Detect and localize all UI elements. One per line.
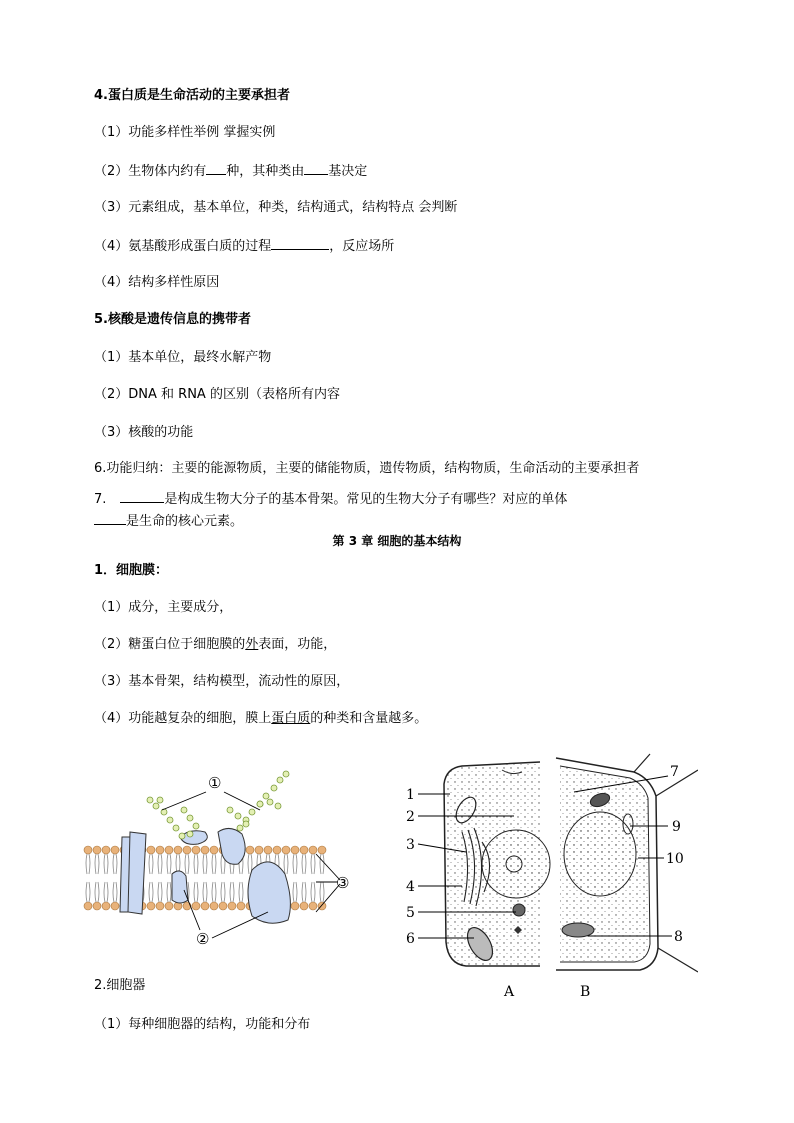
text-part: 是构成生物大分子的基本骨架。常见的生物大分子有哪些？对应的单体 [164, 492, 568, 507]
lipid-head [165, 846, 173, 854]
section4-item-5: （4）结构多样性原因 [94, 275, 220, 290]
section5-item-3: （3）核酸的功能 [94, 425, 194, 440]
sugar-unit [249, 809, 255, 815]
section5-heading: 5.核酸是遗传信息的携带者 [94, 312, 251, 327]
lipid-tail [212, 854, 213, 874]
sugar-unit [243, 821, 249, 827]
lipid-tail [239, 882, 240, 902]
sugar-unit [167, 817, 173, 823]
text-part: （4）氨基酸形成蛋白质的过程 [94, 239, 272, 254]
underlined-word: 外 [245, 637, 259, 652]
lipid-head [174, 846, 182, 854]
text-part: 的种类和含量越多。 [310, 711, 428, 726]
lipid-tail [287, 854, 288, 874]
lipid-tail [230, 882, 231, 902]
lipid-head [192, 846, 200, 854]
cell-label-7: 7 [670, 764, 679, 780]
lipid-tail [98, 854, 99, 874]
text-part: （2）糖蛋白位于细胞膜的 [94, 637, 246, 652]
lipid-head [309, 846, 317, 854]
lipid-tail [302, 882, 303, 902]
lipid-tail [167, 854, 168, 874]
lipid-tail [158, 854, 159, 874]
nucleus-b [564, 812, 636, 896]
lipid-head [300, 902, 308, 910]
section4-item-3: （3）元素组成，基本单位，种类，结构通式，结构特点 会判断 [94, 200, 458, 215]
sugar-unit [263, 793, 269, 799]
lipid-head [318, 846, 326, 854]
lipid-head [93, 846, 101, 854]
sugar-unit [283, 771, 289, 777]
section4-item-2 [94, 162, 367, 180]
lipid-tail [194, 882, 195, 902]
lipid-tail [314, 882, 315, 902]
lipid-head [84, 902, 92, 910]
lipid-head [210, 846, 218, 854]
lipid-tail [95, 854, 96, 874]
lipid-head [156, 846, 164, 854]
lipid-tail [320, 882, 321, 902]
lipid-tail [215, 882, 216, 902]
lipid-head [111, 902, 119, 910]
lipid-tail [215, 854, 216, 874]
sugar-unit [181, 807, 187, 813]
text-part: （2）生物体内约有 [94, 164, 207, 179]
lipid-tail [89, 854, 90, 874]
lipid-tail [320, 854, 321, 874]
lipid-tail [197, 854, 198, 874]
lipid-tail [167, 882, 168, 902]
lipid-tail [116, 882, 117, 902]
lipid-tail [152, 882, 153, 902]
sugar-unit [277, 777, 283, 783]
sugar-unit [227, 807, 233, 813]
surface-protein [218, 828, 245, 864]
chloroplast [562, 923, 594, 937]
lipid-tail [194, 854, 195, 874]
lipid-tail [107, 854, 108, 874]
membrane-item-3: （3）基本骨架，结构模型，流动性的原因， [94, 674, 350, 689]
lipid-tail [161, 882, 162, 902]
lipid-head [192, 902, 200, 910]
organelles-item-1: （1）每种细胞器的结构，功能和分布 [94, 1017, 311, 1032]
lipid-tail [104, 854, 105, 874]
lipid-head [201, 846, 209, 854]
lipid-tail [305, 854, 306, 874]
cell-label-9: 9 [672, 819, 681, 835]
lipid-tail [170, 882, 171, 902]
lipid-head [246, 846, 254, 854]
lipid-head [309, 902, 317, 910]
lipid-tail [89, 882, 90, 902]
sugar-unit [187, 815, 193, 821]
cell-label-2: 2 [406, 809, 415, 825]
sugar-unit [173, 825, 179, 831]
cell-label-8: 8 [674, 929, 683, 945]
integral-protein [248, 862, 290, 923]
blank [206, 162, 226, 175]
caption-a: A [504, 984, 515, 1000]
lipid-head [147, 902, 155, 910]
lipid-tail [206, 882, 207, 902]
lipid-head [291, 902, 299, 910]
item-number: 7. [94, 492, 107, 507]
blank [304, 162, 328, 175]
lipid-head [201, 902, 209, 910]
sugar-unit [235, 813, 241, 819]
lipid-head [156, 902, 164, 910]
cell-label-6: 6 [406, 931, 415, 947]
blank [271, 237, 329, 250]
cell-label-10: 10 [666, 851, 684, 867]
lipid-tail [311, 882, 312, 902]
sugar-unit [161, 809, 167, 815]
lipid-head [165, 902, 173, 910]
sugar-unit [267, 799, 273, 805]
sugar-unit [275, 803, 281, 809]
lipid-tail [248, 854, 249, 874]
lipid-tail [212, 882, 213, 902]
label-1: ① [208, 774, 222, 792]
underlined-word: 蛋白质 [271, 711, 311, 726]
sugar-unit [257, 801, 263, 807]
sugar-unit [157, 797, 163, 803]
section7-line1 [94, 490, 567, 508]
lipid-tail [188, 854, 189, 874]
lipid-head [183, 846, 191, 854]
lipid-tail [224, 882, 225, 902]
blank [120, 490, 164, 503]
cell-label-1: 1 [406, 787, 415, 803]
membrane-heading: 1．细胞膜： [94, 563, 169, 578]
lipid-tail [203, 882, 204, 902]
lipid-tail [170, 854, 171, 874]
lipid-tail [305, 882, 306, 902]
lipid-head [273, 846, 281, 854]
sugar-unit [147, 797, 153, 803]
caption-b: B [580, 984, 591, 1000]
lipid-tail [206, 854, 207, 874]
section6-text: 6.功能归纳：主要的能源物质，主要的储能物质，遗传物质，结构物质，生命活动的主要承担者 [94, 461, 640, 476]
embedded-protein [172, 871, 188, 903]
lipid-tail [323, 882, 324, 902]
sugar-unit [179, 833, 185, 839]
lipid-head [210, 902, 218, 910]
cell-label-5: 5 [406, 905, 415, 921]
lipid-tail [314, 854, 315, 874]
sugar-unit [193, 823, 199, 829]
lipid-head [237, 902, 245, 910]
lipid-head [93, 902, 101, 910]
membrane-diagram [80, 762, 360, 952]
lipid-head [147, 846, 155, 854]
text-part: 是生命的核心元素。 [126, 514, 244, 529]
lipid-head [291, 846, 299, 854]
section5-item-1: （1）基本单位，最终水解产物 [94, 350, 272, 365]
lipid-head [282, 846, 290, 854]
cell-label-3: 3 [406, 837, 415, 853]
membrane-item-4 [94, 711, 427, 727]
section4-heading: 4.蛋白质是生命活动的主要承担者 [94, 88, 290, 103]
text-part: （4）功能越复杂的细胞，膜上 [94, 711, 272, 726]
label-2: ② [196, 930, 210, 948]
section4-item-1: （1）功能多样性举例 掌握实例 [94, 125, 276, 140]
lipid-tail [311, 854, 312, 874]
lipid-tail [296, 854, 297, 874]
lipid-head [228, 902, 236, 910]
lipid-tail [242, 882, 243, 902]
sugar-unit [271, 785, 277, 791]
lipid-tail [86, 882, 87, 902]
lipid-head [111, 846, 119, 854]
sugar-unit [187, 831, 193, 837]
lipid-tail [221, 854, 222, 874]
lipid-tail [296, 882, 297, 902]
lipid-tail [113, 854, 114, 874]
lipid-tail [113, 882, 114, 902]
lipid-tail [152, 854, 153, 874]
lipid-tail [233, 882, 234, 902]
lipid-tail [116, 854, 117, 874]
lipid-tail [158, 882, 159, 902]
lipid-head [219, 902, 227, 910]
lipid-head [102, 846, 110, 854]
organelles-heading: 2.细胞器 [94, 978, 146, 993]
blank [94, 512, 126, 525]
membrane-item-2 [94, 637, 336, 653]
lipid-head [255, 846, 263, 854]
section4-item-4 [94, 237, 394, 255]
lipid-tail [203, 854, 204, 874]
text-part: 表面，功能， [258, 637, 337, 652]
lipid-tail [104, 882, 105, 902]
label-3: ③ [336, 874, 350, 892]
lipid-tail [302, 854, 303, 874]
sugar-unit [153, 803, 159, 809]
lipid-tail [149, 882, 150, 902]
lipid-tail [95, 882, 96, 902]
lipid-tail [221, 882, 222, 902]
centriole [513, 904, 525, 916]
lipid-tail [107, 882, 108, 902]
cell-label-4: 4 [406, 879, 415, 895]
text-part: 种，其种类由 [226, 164, 305, 179]
lipid-tail [293, 854, 294, 874]
lipid-tail [197, 882, 198, 902]
text-part: 基决定 [328, 164, 368, 179]
lipid-head [102, 902, 110, 910]
lipid-tail [323, 854, 324, 874]
lipid-head [183, 902, 191, 910]
lipid-tail [284, 854, 285, 874]
lipid-tail [98, 882, 99, 902]
lipid-tail [149, 854, 150, 874]
text-part: ，反应场所 [329, 239, 395, 254]
lipid-head [300, 846, 308, 854]
lipid-tail [86, 854, 87, 874]
lipid-head [84, 846, 92, 854]
lipid-head [264, 846, 272, 854]
lipid-tail [185, 854, 186, 874]
chapter-title: 第 3 章 细胞的基本结构 [332, 534, 462, 548]
nucleus [482, 830, 550, 898]
cell-diagram [404, 752, 698, 1002]
section7-line2 [94, 512, 243, 530]
membrane-item-1: （1）成分，主要成分， [94, 600, 233, 615]
sugar-unit [237, 825, 243, 831]
section5-item-2: （2）DNA 和 RNA 的区别（表格所有内容 [94, 387, 340, 402]
lipid-tail [161, 854, 162, 874]
lipid-tail [293, 882, 294, 902]
